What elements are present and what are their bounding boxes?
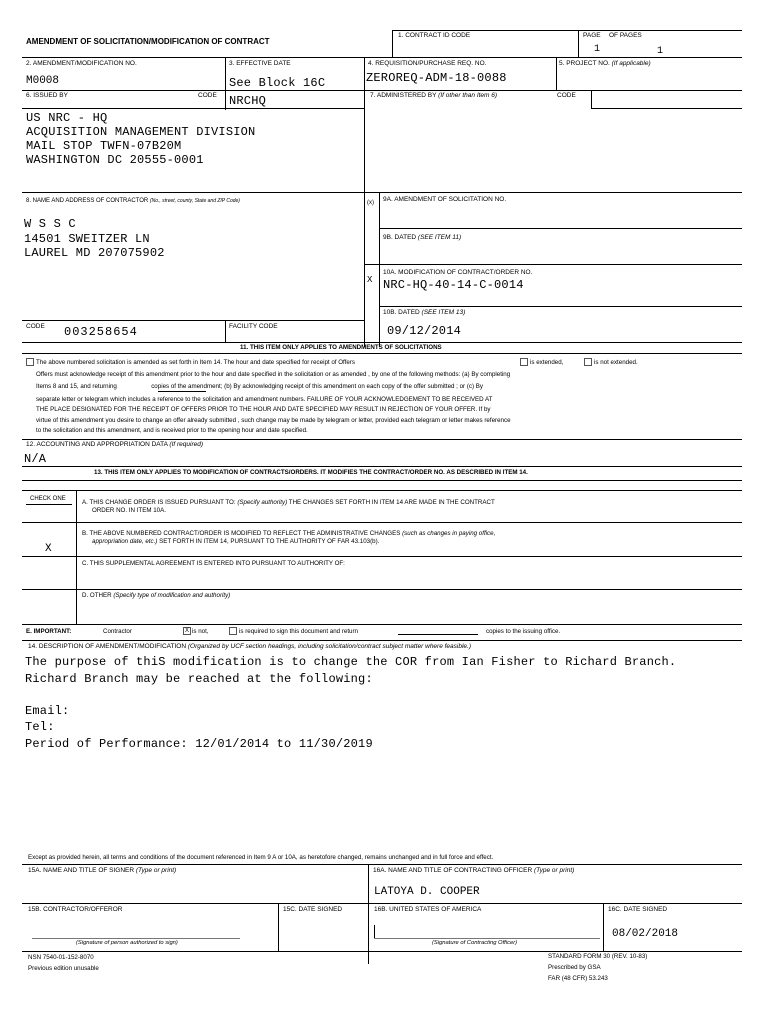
officer-date-signed: 08/02/2018	[612, 928, 679, 940]
option-b-line1: B. THE ABOVE NUMBERED CONTRACT/ORDER IS MODIFIED TO REFLECT THE ADMINISTRATIVE CHANGES (such as changes in paying office,	[82, 530, 496, 537]
block11-para-5: virtue of this amendment you desire to change an offer already submitted , such change may be made by telegram or letter, provided each telegram or letter makes reference	[36, 417, 511, 424]
usa-label: 16B. UNITED STATES OF AMERICA	[374, 906, 482, 913]
description-line-6: Period of Performance: 12/01/2014 to 11/30/2019	[25, 737, 373, 751]
option-a-line2: ORDER NO. IN ITEM 10A.	[92, 507, 166, 514]
x-column-label: (x)	[367, 200, 374, 206]
contractor-offeror-label: 15B. CONTRACTOR/OFFEROR	[28, 906, 123, 913]
standard-form: STANDARD FORM 30 (REV. 10-83)	[548, 953, 648, 960]
contractor-date-signed-label: 15C. DATE SIGNED	[283, 906, 343, 913]
requisition-no: ZEROREQ-ADM-18-0088	[366, 71, 507, 85]
form-title: AMENDMENT OF SOLICITATION/MODIFICATION OF CONTRACT	[26, 37, 270, 46]
contract-id-label: 1. CONTRACT ID CODE	[398, 32, 471, 39]
description-label: 14. DESCRIPTION OF AMENDMENT/MODIFICATION (Organized by UCF section headings, including solicitation/contract subject matter where feasible.)	[28, 643, 472, 650]
officer-date-signed-label: 16C. DATE SIGNED	[608, 906, 668, 913]
solicitation-amendment-label: 9A. AMENDMENT OF SOLICITATION NO.	[383, 196, 507, 203]
prescribed-by: Prescribed by GSA	[548, 964, 601, 971]
option-b-x-mark: X	[45, 543, 52, 555]
description-line-5: Tel:	[25, 720, 55, 734]
is-required-label: is required to sign this document and return	[239, 628, 359, 635]
solicitation-dated-label: 9B. DATED (SEE ITEM 11)	[383, 234, 462, 241]
total-pages: 1	[657, 46, 664, 57]
not-extended-label: is not extended.	[594, 359, 638, 366]
except-statement: Except as provided herein, all terms and conditions of the document referenced in Item 9 A or 10A, as heretofore changed, remains unchanged and in full force and effect.	[28, 854, 494, 861]
block11-para-6: to the solicitation and this amendment, and is received prior to the opening hour and date specified.	[36, 427, 308, 434]
contractor-word: Contractor	[103, 628, 132, 635]
option-b-line2: appropriation date, etc.) SET FORTH IN ITEM 14, PURSUANT TO THE AUTHORITY OF FAR 43.103(b).	[92, 538, 380, 545]
requisition-label: 4. REQUISITION/PURCHASE REQ. NO.	[368, 60, 487, 67]
block11-para-3: separate letter or telegram which includes a reference to the solicitation and amendment numbers. FAILURE OF YOUR ACKNOWLEDGEMENT TO BE RECEIVED AT	[36, 396, 493, 403]
extended-label: is extended,	[530, 359, 564, 366]
important-label: E. IMPORTANT:	[26, 628, 72, 635]
officer-signature-caption: (Signature of Contracting Officer)	[432, 940, 518, 946]
officer-name-label: 16A. NAME AND TITLE OF CONTRACTING OFFICER (Type or print)	[373, 867, 575, 874]
far-reference: FAR (48 CFR) 53.243	[548, 975, 608, 982]
description-line-2: Richard Branch may be reached at the following:	[25, 672, 373, 686]
signer-name-label: 15A. NAME AND TITLE OF SIGNER (Type or print)	[28, 867, 177, 874]
issued-code-label: CODE	[198, 92, 217, 99]
facility-code-label: FACILITY CODE	[229, 323, 278, 330]
administered-code-label: CODE	[557, 92, 576, 99]
contracting-officer-name: LATOYA D. COOPER	[374, 886, 480, 898]
modification-no-label: 10A. MODIFICATION OF CONTRACT/ORDER NO.	[383, 269, 533, 276]
contractor-label: 8. NAME AND ADDRESS OF CONTRACTOR (No., street, county, State and ZIP Code)	[26, 198, 240, 204]
copies-label: copies to the issuing office.	[486, 628, 561, 635]
amendment-no-label: 2. AMENDMENT/MODIFICATION NO.	[26, 60, 137, 67]
administered-by-label: 7. ADMINISTERED BY (If other than Item 6)	[370, 92, 498, 99]
block11-para-4: THE PLACE DESIGNATED FOR THE RECEIPT OF OFFERS PRIOR TO THE HOUR AND DATE SPECIFIED MAY RESULT IN REJECTION OF YOUR OFFER. If by	[36, 406, 491, 413]
description-line-4: Email:	[25, 704, 70, 718]
page-number: 1	[594, 44, 601, 55]
nsn: NSN 7540-01-152-8070	[28, 954, 94, 961]
effective-date: See Block 16C	[229, 76, 326, 90]
solicitation-amended-checkbox[interactable]	[26, 358, 34, 366]
issuer-line-4: WASHINGTON DC 20555-0001	[26, 153, 204, 167]
modification-dated-label: 10B. DATED (SEE ITEM 13)	[383, 309, 466, 316]
contractor-line-2: 14501 SWEITZER LN	[24, 232, 150, 246]
previous-edition: Previous edition unusable	[28, 965, 99, 972]
block11-title: 11. THIS ITEM ONLY APPLIES TO AMENDMENTS OF SOLICITATIONS	[240, 344, 442, 351]
option-c-line: C. THIS SUPPLEMENTAL AGREEMENT IS ENTERED INTO PURSUANT TO AUTHORITY OF:	[82, 560, 345, 567]
issuer-line-2: ACQUISITION MANAGEMENT DIVISION	[26, 125, 256, 139]
contractor-signature-caption: (Signature of person authorized to sign)	[76, 940, 178, 946]
project-no-label: 5. PROJECT NO. (If applicable)	[559, 60, 651, 67]
accounting-value: N/A	[24, 452, 47, 466]
modification-date: 09/12/2014	[387, 324, 462, 338]
effective-date-label: 3. EFFECTIVE DATE	[229, 60, 291, 67]
accounting-label: 12. ACCOUNTING AND APPROPRIATION DATA (If required)	[26, 441, 204, 448]
of-pages-label: OF PAGES	[609, 32, 642, 39]
extended-checkbox[interactable]	[520, 358, 528, 366]
amendment-no: M0008	[26, 75, 60, 87]
is-not-checkbox[interactable]: X	[184, 628, 189, 634]
block11-para-2: Items 8 and 15, and returning copies of the amendment; (b) By acknowledging receipt of this amendment on each copy of the offer submitted ; or (c) By	[36, 383, 483, 390]
issued-code: NRCHQ	[229, 94, 267, 108]
not-extended-checkbox[interactable]	[584, 358, 592, 366]
page-label: PAGE	[583, 32, 601, 39]
block13-title: 13. THIS ITEM ONLY APPLIES TO MODIFICATION OF CONTRACTS/ORDERS. IT MODIFIES THE CONTRACT/ORDER NO. AS DESCRIBED IN ITEM 14.	[94, 469, 528, 476]
issuer-line-3: MAIL STOP TWFN-07B20M	[26, 139, 182, 153]
issued-by-label: 6. ISSUED BY	[26, 92, 68, 99]
contractor-code: 003258654	[64, 325, 138, 339]
modification-x-mark: X	[367, 275, 373, 285]
issuer-line-1: US NRC - HQ	[26, 111, 108, 125]
is-not-label: is not,	[192, 628, 209, 635]
contractor-line-3: LAUREL MD 207075902	[24, 246, 165, 260]
contractor-line-1: W S S C	[24, 217, 76, 231]
option-d-line: D. OTHER (Specify type of modification and authority)	[82, 592, 231, 599]
block11-para-1: Offers must acknowledge receipt of this amendment prior to the hour and date specified in the solicitation or as amended , by one of the following methods: (a) By completing	[36, 371, 511, 378]
modification-no: NRC-HQ-40-14-C-0014	[383, 278, 524, 292]
check-one-label: CHECK ONE	[30, 496, 66, 502]
is-required-checkbox[interactable]	[229, 627, 237, 635]
option-a-line1: A. THIS CHANGE ORDER IS ISSUED PURSUANT TO: (Specify authority) THE CHANGES SET FORTH IN ITEM 14 ARE MADE IN THE CONTRACT	[82, 499, 495, 506]
contractor-code-label: CODE	[26, 323, 45, 330]
block11-line1: The above numbered solicitation is amended as set forth in Item 14. The hour and date specified for receipt of Offers	[36, 359, 355, 366]
description-line-1: The purpose of thiS modification is to change the COR from Ian Fisher to Richard Branch.	[25, 655, 677, 669]
